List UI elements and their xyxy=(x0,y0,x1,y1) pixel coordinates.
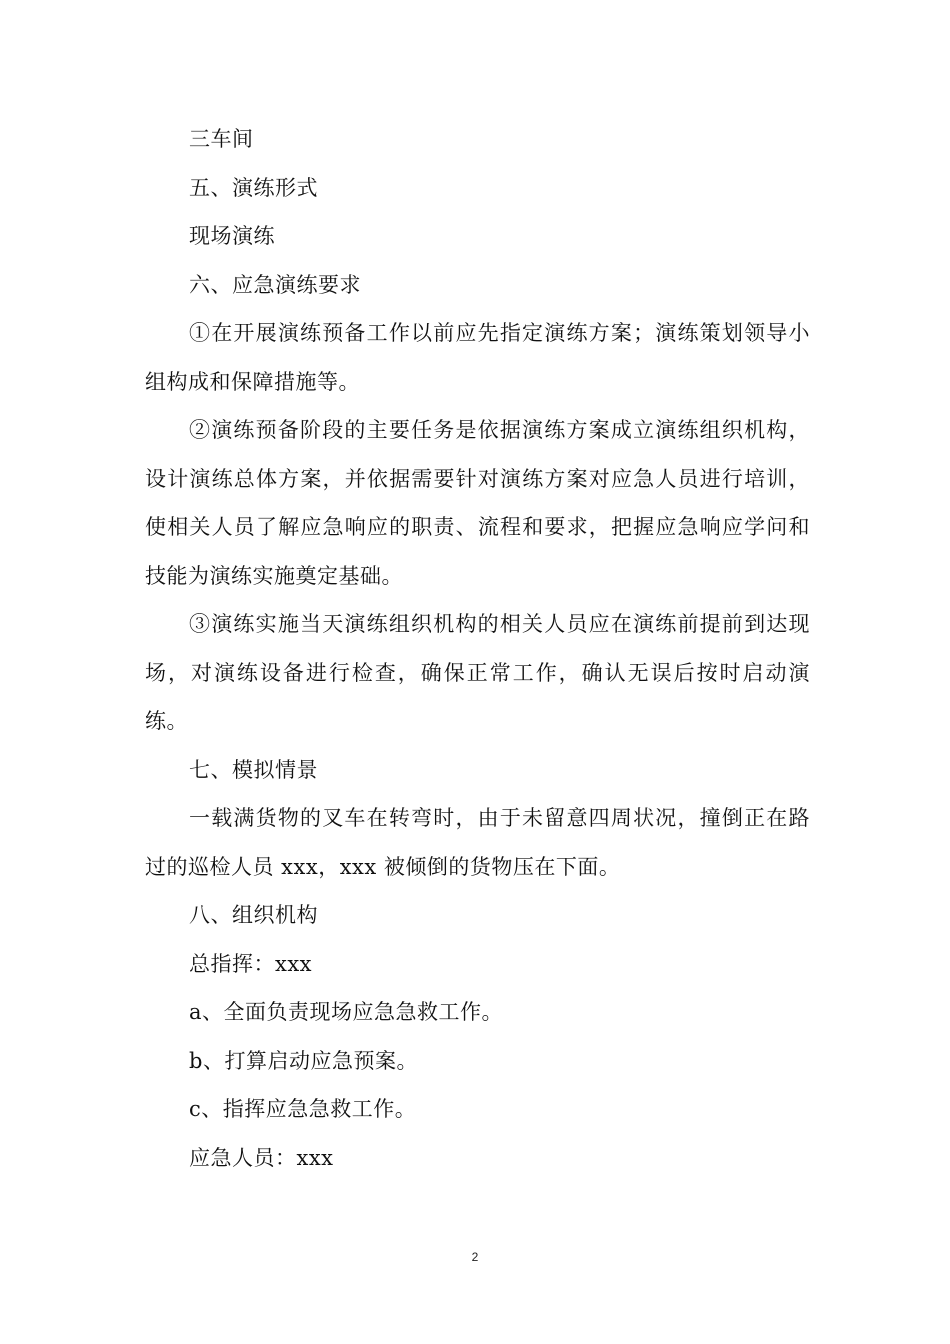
paragraph-requirement-1: ①在开展演练预备工作以前应先指定演练方案；演练策划领导小组构成和保障措施等。 xyxy=(145,321,810,394)
paragraph-requirement-3: ③演练实施当天演练组织机构的相关人员应在演练前提前到达现场，对演练设备进行检查，确保正常工作，确认无误后按时启动演练。 xyxy=(145,612,810,733)
list-item-a: a、全面负责现场应急急救工作。 xyxy=(189,1000,504,1024)
document-body xyxy=(145,115,810,1182)
paragraph-requirement-2: ②演练预备阶段的主要任务是依据演练方案成立演练组织机构，设计演练总体方案，并依据需要针对演练方案对应急人员进行培训，使相关人员了解应急响应的职责、流程和要求，把握应急响应学问和技能为演练实施奠定基础。 xyxy=(145,418,810,588)
paragraph-commander: 总指挥：xxx xyxy=(189,951,313,976)
list-item-c: c、指挥应急急救工作。 xyxy=(189,1097,417,1121)
list-item-b: b、打算启动应急预案。 xyxy=(189,1048,418,1073)
paragraph-emergency-staff: 应急人员：xxx xyxy=(189,1145,334,1170)
heading-drill-requirements: 六、应急演练要求 xyxy=(189,272,361,297)
paragraph-scenario: 一载满货物的叉车在转弯时，由于未留意四周状况，撞倒正在路过的巡检人员 xxx，xxx 被倾倒的货物压在下面。 xyxy=(145,806,810,879)
heading-organization: 八、组织机构 xyxy=(189,903,318,927)
heading-drill-format: 五、演练形式 xyxy=(189,175,318,200)
heading-simulated-scenario: 七、模拟情景 xyxy=(189,757,318,782)
page-number: 2 xyxy=(471,1250,479,1264)
paragraph-drill-format: 现场演练 xyxy=(189,224,275,248)
paragraph-workshop: 三车间 xyxy=(189,127,254,151)
